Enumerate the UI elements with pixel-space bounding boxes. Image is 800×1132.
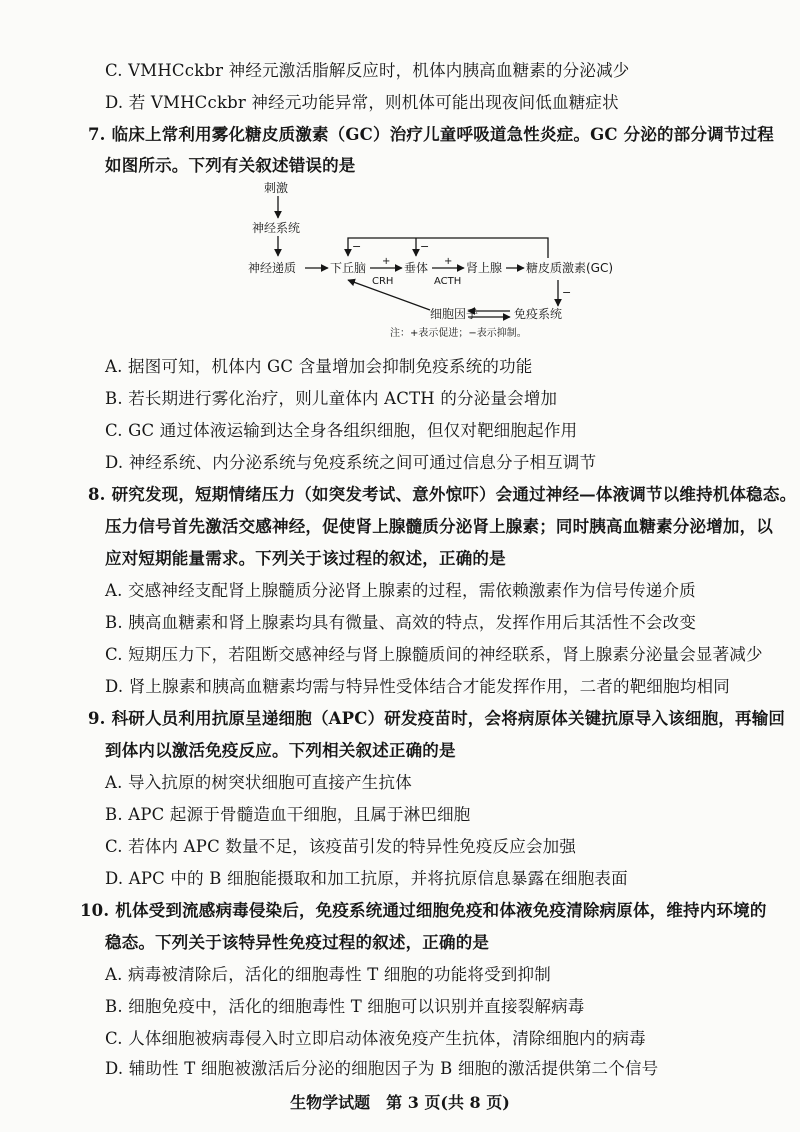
option-9d: D. APC 中的 B 细胞能摄取和加工抗原，并将抗原信息暴露在细胞表面: [105, 869, 628, 888]
diagram-hypothalamus: 下丘脑: [330, 261, 367, 275]
diagram-neurotransmitter: 神经递质: [248, 261, 297, 275]
option-10a: A. 病毒被清除后，活化的细胞毒性 T 细胞的功能将受到抑制: [105, 965, 551, 984]
option-9b: B. APC 起源于骨髓造血干细胞，且属于淋巴细胞: [105, 805, 471, 824]
option-10d: D. 辅助性 T 细胞被激活后分泌的细胞因子为 B 细胞的激活提供第二个信号: [105, 1059, 659, 1078]
diagram-nervous-system: 神经系统: [252, 221, 301, 235]
diagram-minus-hypothalamus: −: [352, 240, 362, 253]
diagram-plus-acth: +: [444, 256, 453, 267]
diagram-immune-system: 免疫系统: [514, 307, 563, 321]
question-9-line-2: 到体内以激活免疫反应。下列相关叙述正确的是: [105, 741, 456, 760]
diagram-gc: 糖皮质激素(GC): [526, 261, 614, 275]
option-10c: C. 人体细胞被病毒侵入时立即启动体液免疫产生抗体，清除细胞内的病毒: [105, 1029, 646, 1048]
option-9a: A. 导入抗原的树突状细胞可直接产生抗体: [105, 773, 412, 792]
option-7c: C. GC 通过体液运输到达全身各组织细胞，但仅对靶细胞起作用: [105, 421, 578, 440]
option-7d: D. 神经系统、内分泌系统与免疫系统之间可通过信息分子相互调节: [105, 453, 597, 472]
option-7b: B. 若长期进行雾化治疗，则儿童体内 ACTH 的分泌量会增加: [105, 389, 558, 408]
gc-regulation-diagram: [240, 180, 640, 340]
diagram-stimulus: 刺激: [264, 181, 289, 195]
option-8b: B. 胰高血糖素和肾上腺素均具有微量、高效的特点，发挥作用后其活性不会改变: [105, 613, 697, 632]
option-8c: C. 短期压力下，若阻断交感神经与肾上腺髓质间的神经联系，肾上腺素分泌量会显著减少: [105, 645, 763, 664]
diagram-acth: ACTH: [434, 276, 462, 287]
question-8-line-1: 8. 研究发现，短期情绪压力（如突发考试、意外惊吓）会通过神经—体液调节以维持机体稳态。: [88, 485, 797, 504]
diagram-plus-crh: +: [382, 256, 391, 267]
diagram-note: 注：+表示促进；−表示抑制。: [390, 328, 527, 339]
question-7-line-1: 7. 临床上常利用雾化糖皮质激素（GC）治疗儿童呼吸道急性炎症。GC 分泌的部分调节过程: [88, 125, 774, 144]
question-7-line-2: 如图所示。下列有关叙述错误的是: [105, 156, 356, 175]
diagram-crh: CRH: [372, 276, 394, 287]
option-7a: A. 据图可知，机体内 GC 含量增加会抑制免疫系统的功能: [105, 357, 533, 376]
question-10-line-2: 稳态。下列关于该特异性免疫过程的叙述，正确的是: [105, 933, 490, 952]
option-6d: D. 若 VMHCckbr 神经元功能异常，则机体可能出现夜间低血糖症状: [105, 93, 619, 112]
diagram-adrenal: 肾上腺: [466, 261, 503, 275]
diagram-cytokine: 细胞因子: [430, 307, 479, 321]
option-8d: D. 肾上腺素和胰高血糖素均需与特异性受体结合才能发挥作用，二者的靶细胞均相同: [105, 677, 730, 696]
option-6c: C. VMHCckbr 神经元激活脂解反应时，机体内胰高血糖素的分泌减少: [105, 61, 630, 80]
diagram-minus-immune: −: [562, 286, 572, 299]
option-9c: C. 若体内 APC 数量不足，该疫苗引发的特异性免疫反应会加强: [105, 837, 577, 856]
option-10b: B. 细胞免疫中，活化的细胞毒性 T 细胞可以识别并直接裂解病毒: [105, 997, 585, 1016]
question-8-line-3: 应对短期能量需求。下列关于该过程的叙述，正确的是: [105, 549, 506, 568]
question-8-line-2: 压力信号首先激活交感神经，促使肾上腺髓质分泌肾上腺素；同时胰高血糖素分泌增加，以: [105, 517, 773, 536]
diagram-pituitary: 垂体: [404, 261, 429, 275]
question-9-line-1: 9. 科研人员利用抗原呈递细胞（APC）研发疫苗时，会将病原体关键抗原导入该细胞，再输回: [88, 709, 786, 728]
diagram-minus-pituitary: −: [420, 240, 430, 253]
question-10-line-1: 10. 机体受到流感病毒侵染后，免疫系统通过细胞免疫和体液免疫清除病原体，维持内环境的: [80, 901, 767, 920]
option-8a: A. 交感神经支配肾上腺髓质分泌肾上腺素的过程，需依赖激素作为信号传递介质: [105, 581, 696, 600]
page-footer: 生物学试题 第 3 页(共 8 页): [290, 1093, 510, 1112]
